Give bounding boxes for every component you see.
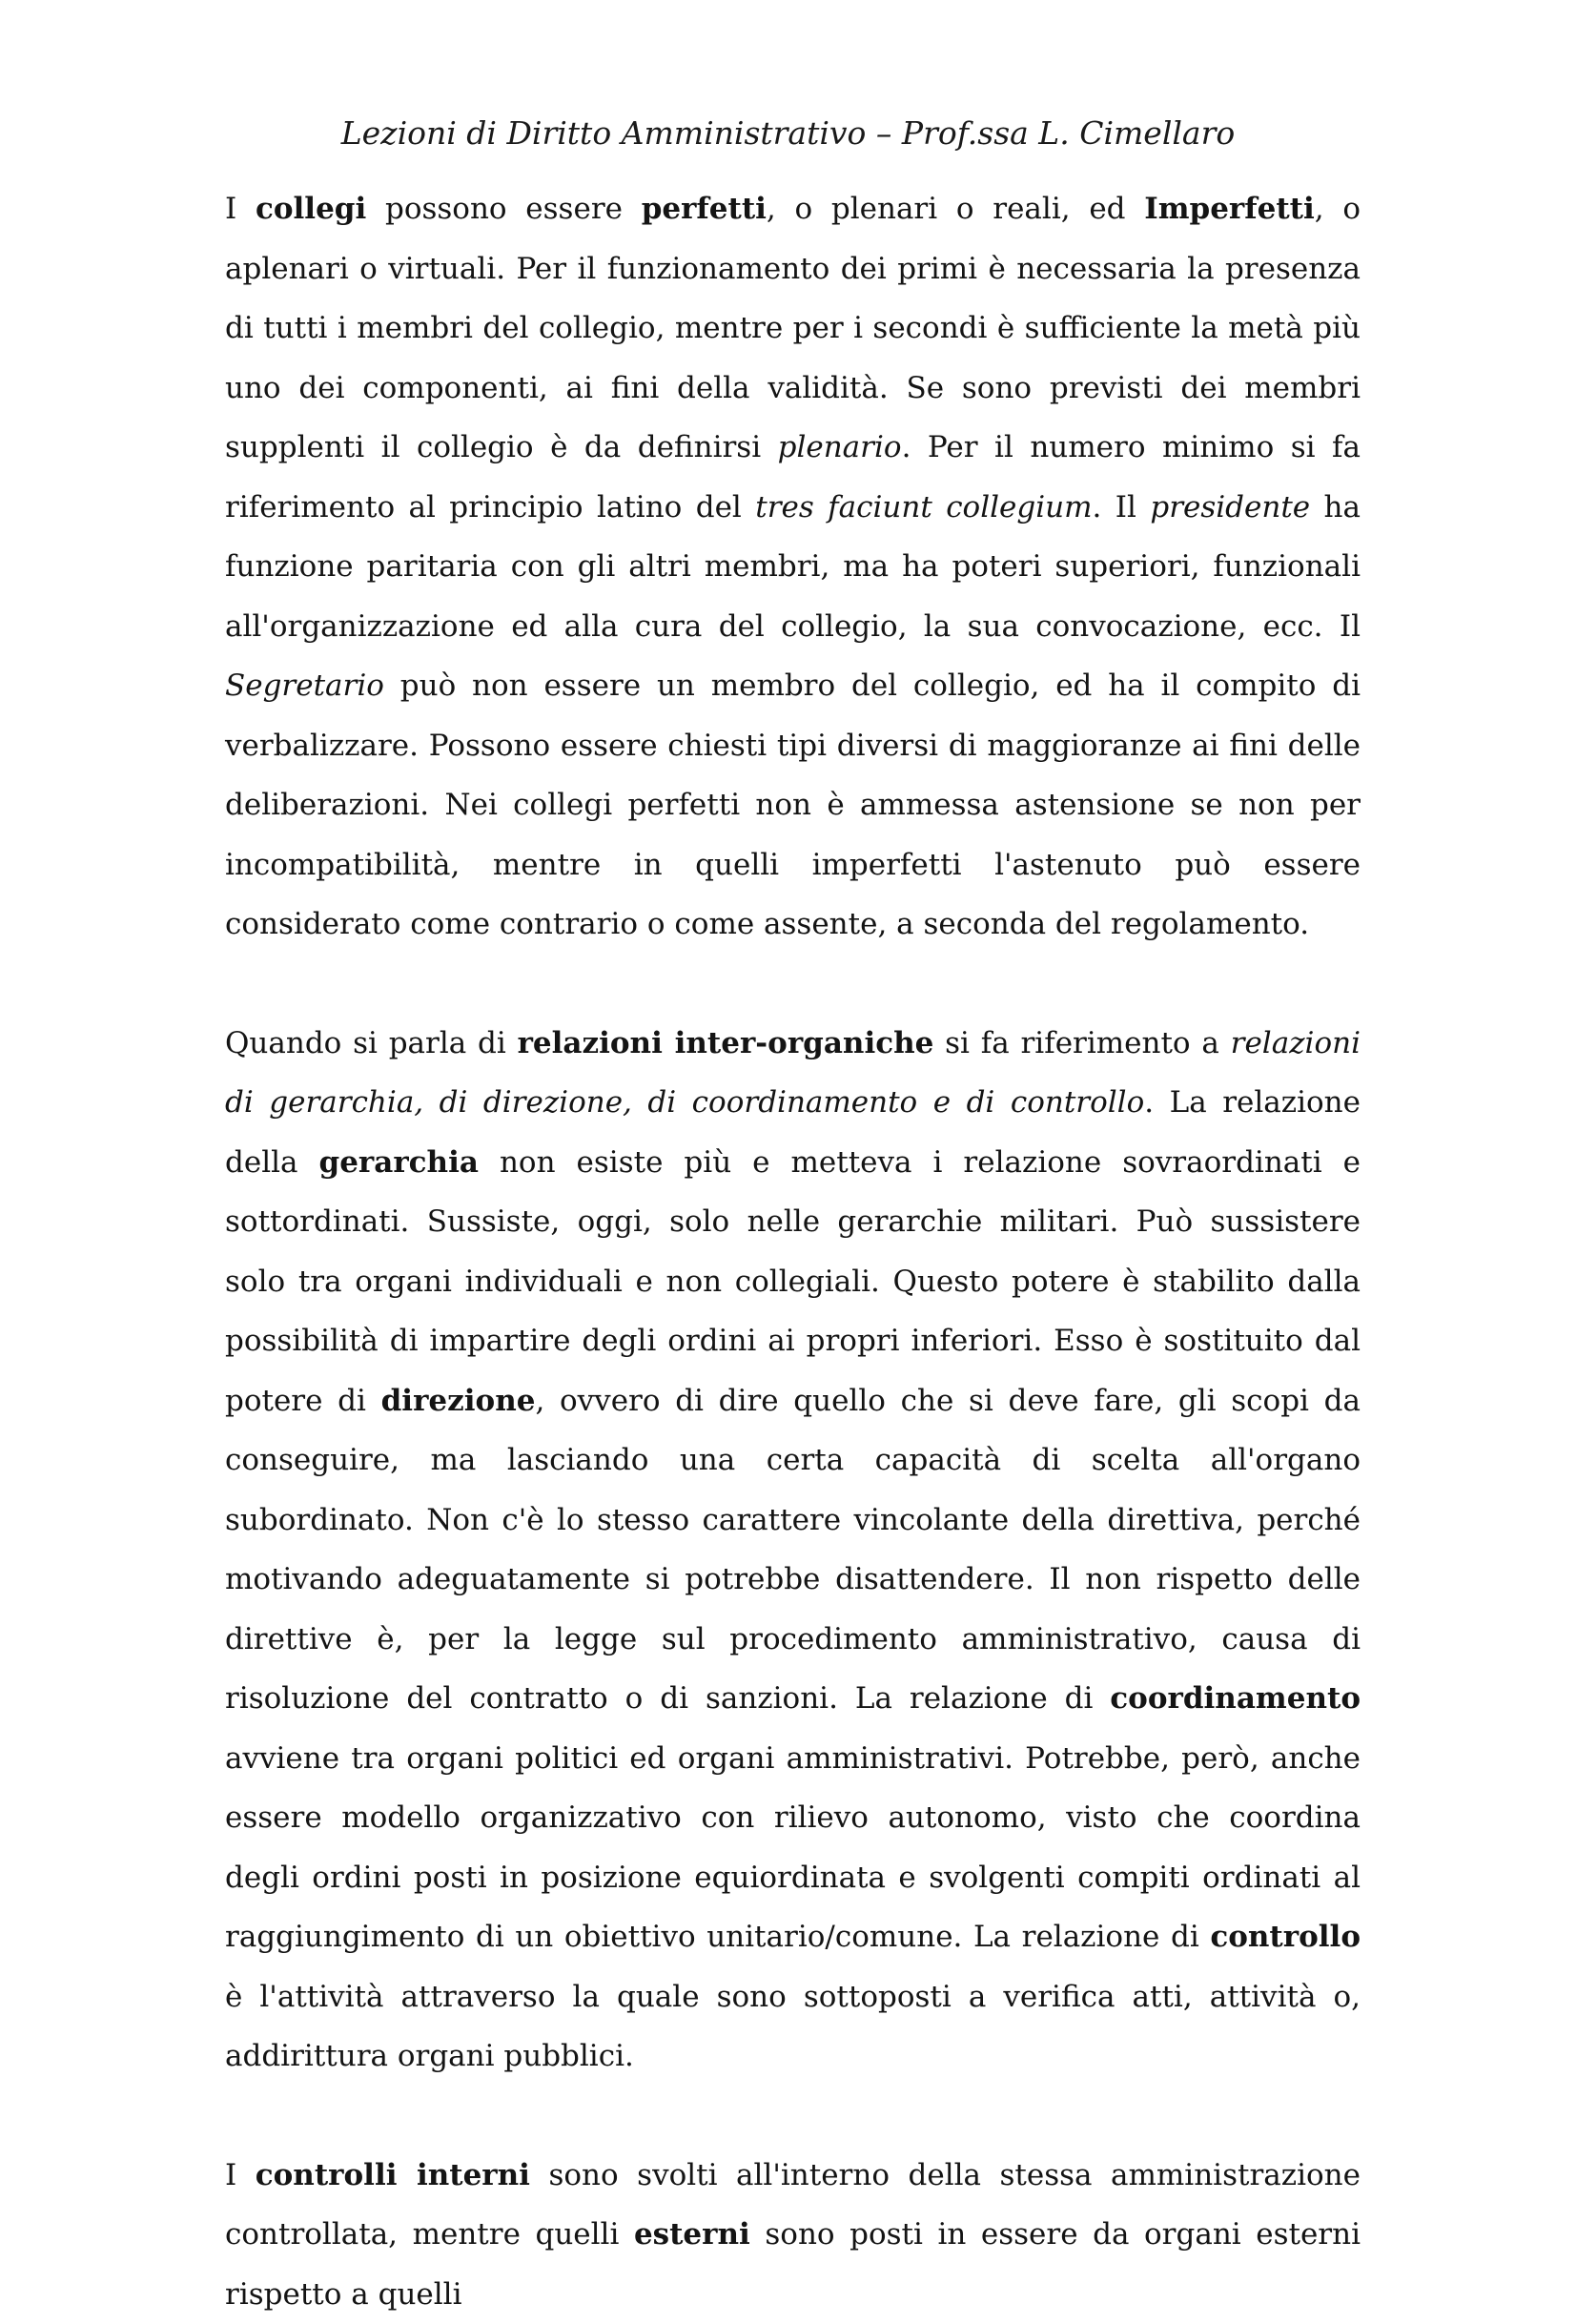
italic-term: relazioni di gerarchia, di direzione, di coordinamento e di controllo: [225, 1026, 1361, 1121]
text-run: I: [225, 192, 256, 226]
text-run: ha funzione paritaria con gli altri membri, ma ha poteri superiori, funzionali all'organizzazione ed alla cura del collegio, la sua convocazione, ecc. Il: [225, 490, 1361, 644]
bold-term: Imperfetti: [1144, 192, 1315, 226]
text-run: è l'attività attraverso la quale sono sottoposti a verifica atti, attività o, addirittura organi pubblici.: [225, 1980, 1361, 2074]
text-run: , ovvero di dire quello che si deve fare, gli scopi da conseguire, ma lasciando una certa capacità di scelta all'organo subordinato. Non c'è lo stesso carattere vincolante della direttiva, perché motivando adeguatamente si potrebbe disattendere. Il non rispetto delle direttive è, per la legge sul procedimento amministrativo, causa di risoluzione del contratto o di sanzioni. La relazione di: [225, 1384, 1361, 1717]
text-run: . La relazione della: [225, 1085, 1361, 1180]
bold-term: gerarchia: [319, 1145, 479, 1180]
bold-term: direzione: [381, 1384, 536, 1418]
paragraph-collegi: [225, 179, 1361, 955]
italic-term: presidente: [1150, 490, 1310, 524]
text-run: non esiste più e metteva i relazione sovraordinati e sottordinati. Sussiste, oggi, solo nelle gerarchie militari. Può sussistere solo tra organi individuali e non collegiali. Questo potere è stabilito dalla possibilità di impartire degli ordini ai propri inferiori. Esso è sostituito dal potere di: [225, 1145, 1361, 1418]
bold-term: coordinamento: [1110, 1681, 1361, 1716]
text-run: sono posti in essere da organi esterni rispetto a quelli: [225, 2217, 1361, 2312]
running-header: Lezioni di Diritto Amministrativo – Prof.ssa L. Cimellaro: [0, 113, 1576, 154]
italic-term: plenario: [778, 430, 902, 464]
text-run: si fa riferimento a: [933, 1026, 1230, 1060]
bold-term: controlli interni: [256, 2158, 530, 2192]
text-run: avviene tra organi politici ed organi amministrativi. Potrebbe, però, anche essere modello organizzativo con rilievo autonomo, visto che coordina degli ordini posti in posizione equiordinata e svolgenti compiti ordinati al raggiungimento di un obiettivo unitario/comune. La relazione di: [225, 1741, 1361, 1955]
text-run: I: [225, 2158, 256, 2192]
text-run: , o aplenari o virtuali. Per il funzionamento dei primi è necessaria la presenza di tutti i membri del collegio, mentre per i secondi è sufficiente la metà più uno dei componenti, ai fini della validità. Se sono previsti dei membri supplenti il collegio è da definirsi: [225, 192, 1361, 464]
text-run: , o plenari o reali, ed: [767, 192, 1144, 226]
paragraph-relazioni-inter-organiche: [225, 1014, 1361, 2087]
document-body: [225, 179, 1361, 2324]
bold-term: esterni: [634, 2217, 750, 2252]
paragraph-controlli: [225, 2146, 1361, 2324]
bold-term: collegi: [256, 192, 366, 226]
text-run: sono svolti all'interno della stessa amministrazione controllata, mentre quelli: [225, 2158, 1361, 2252]
bold-term: relazioni inter-organiche: [518, 1026, 934, 1060]
text-run: possono essere: [366, 192, 641, 226]
italic-term: tres faciunt collegium: [755, 490, 1092, 524]
italic-term: Segretario: [225, 668, 384, 703]
text-run: . Il: [1093, 490, 1151, 524]
text-run: Quando si parla di: [225, 1026, 518, 1060]
bold-term: controllo: [1210, 1920, 1361, 1954]
bold-term: perfetti: [642, 192, 767, 226]
text-run: può non essere un membro del collegio, ed ha il compito di verbalizzare. Possono essere chiesti tipi diversi di maggioranze ai fini delle deliberazioni. Nei collegi perfetti non è ammessa astensione se non per incompatibilità, mentre in quelli imperfetti l'astenuto può essere considerato come contrario o come assente, a seconda del regolamento.: [225, 668, 1361, 941]
text-run: . Per il numero minimo si fa riferimento al principio latino del: [225, 430, 1361, 524]
